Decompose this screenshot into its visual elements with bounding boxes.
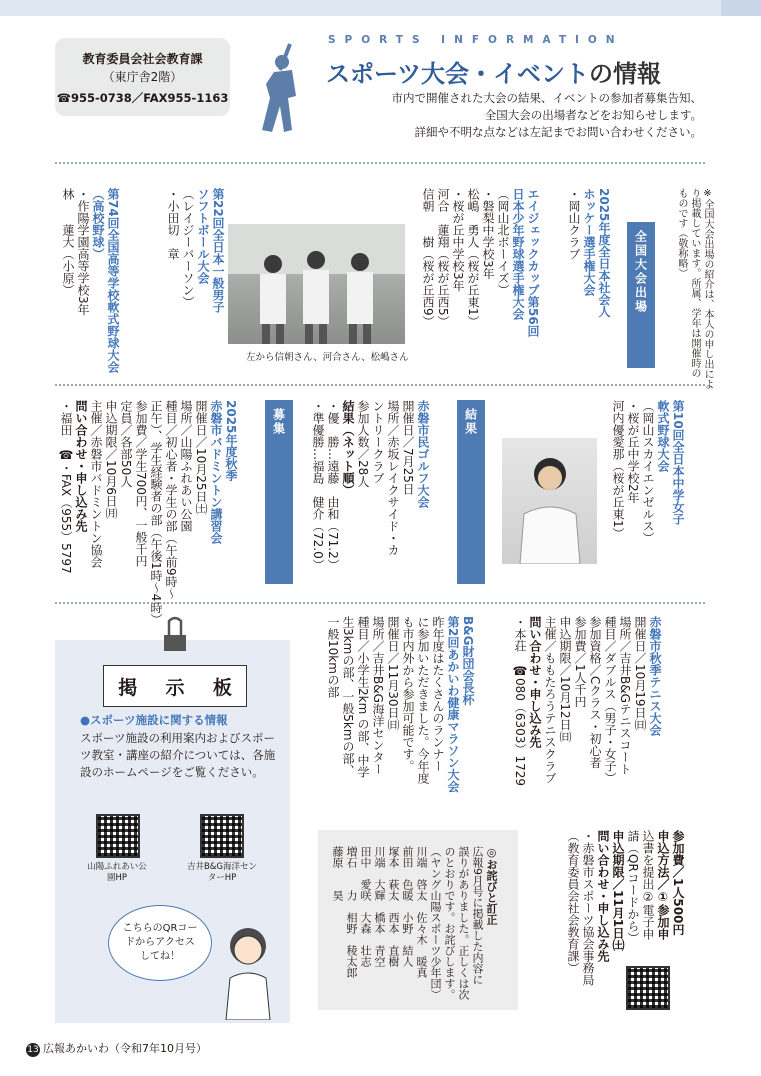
- badminton-line: 参加費／学生700円、一般千円: [134, 400, 148, 567]
- highschool-title: 第74回全国高等学校軟式野球大会: [106, 188, 120, 373]
- tennis-line: 場所／吉井B&Gテニスコート: [618, 616, 632, 775]
- hockey-team: ・岡山クラブ: [567, 188, 581, 260]
- lead-line: 詳細や不明な点などは左記までお問い合わせください。: [414, 125, 702, 139]
- correction-line: 広報9月号に掲載した内容に: [471, 846, 484, 985]
- marathon-event: [325, 616, 475, 806]
- national-highschool: [60, 188, 120, 373]
- lead-text: [330, 90, 702, 141]
- badminton-line: 申込期限／10月6日㈪: [104, 400, 118, 519]
- speech-bubble: [108, 905, 212, 981]
- publication-name: 広報あかいわ（令和7年10月号）: [43, 1042, 207, 1055]
- note-line: り掲載しています。所属、学年は開催時の: [689, 188, 700, 378]
- fee-line: （教育委員会社会教育課）: [566, 830, 580, 974]
- golf-title: 赤磐市民ゴルフ大会: [416, 400, 430, 508]
- badminton-title-2: 赤磐市バドミントン講習会: [209, 400, 223, 544]
- correction-line: 塚本 萩太 西本 直樹: [387, 846, 400, 967]
- badminton-recruit: [58, 400, 238, 626]
- bg-center-qr-code[interactable]: [200, 814, 244, 858]
- fee-line: 込書を提出②電子申: [641, 830, 655, 940]
- correction-line: 田中 愛咲 大森 壮志: [359, 846, 372, 967]
- sanyo-park-qr-code[interactable]: [96, 814, 140, 858]
- bubble-text: こちらのQRコードからアクセスしてね！: [122, 923, 198, 962]
- baseball-player-icon: [252, 40, 312, 136]
- national-softball: [165, 188, 225, 368]
- badminton-line: 場所／山陽ふれあい公園: [179, 400, 193, 532]
- highschool-title-2: （高校野球）: [91, 188, 105, 260]
- national-label: 全国大会出場: [627, 222, 655, 368]
- tennis-line: 種目／ダブルス（男子・女子）: [603, 616, 617, 784]
- player-name: 松嶋 勇人（桜が丘東1）: [466, 188, 480, 328]
- fee-line: 問い合わせ・申し込み先: [596, 830, 610, 962]
- top-band-accent: [721, 0, 761, 16]
- golf-line: ・準優勝…福島 健介（72.0）: [311, 400, 325, 571]
- fee-line: 申込期限／11月1日㈯: [611, 830, 625, 952]
- tennis-line: 参加費／1人千円: [573, 616, 587, 708]
- board-title-char: 掲: [118, 676, 138, 699]
- board-title-char: 示: [165, 676, 185, 699]
- section-subtitle: SPORTS INFORMATION: [328, 34, 624, 46]
- highschool-player: 林 蓮大（小原）: [61, 188, 75, 296]
- girls-baseball: [610, 400, 685, 580]
- girls-player: 河内優愛那（桜が丘東1）: [611, 400, 625, 540]
- marathon-line: に参加いただきました。今年度: [416, 616, 430, 784]
- tennis-line: 開催日／10月19日㈰: [633, 616, 647, 731]
- tennis-line: ・本荘 ☎080（6303）1729: [513, 616, 527, 786]
- recruit-label: 募集: [265, 400, 293, 584]
- contact-building: （東庁舎2階）: [102, 70, 183, 84]
- player-name: 河合 蓮翔（桜が丘西5）: [436, 188, 450, 328]
- correction-text: [330, 846, 498, 1006]
- golf-line: 場所／赤坂レイクサイド・カ: [386, 400, 400, 556]
- lead-line: 市内で開催された大会の結果、イベントの参加者募集告知、: [391, 91, 702, 105]
- girls-team: （岡山スカイエンゼルス）: [641, 400, 655, 544]
- baseball-title-2: 日本少年野球選手権大会: [511, 188, 525, 320]
- badminton-line: ・福田 ☎・FAX（955）5797: [59, 400, 73, 574]
- baseball-team: （岡山北ボーイズ）: [496, 188, 510, 296]
- badminton-line: 正午）、学生経験者の部（午後1時～4時）: [149, 400, 163, 626]
- note-line: ※全国大会出場の紹介は、本人の申し出によ: [702, 188, 713, 389]
- page-title-suffix: の情報: [589, 60, 662, 88]
- contact-box: [55, 38, 230, 116]
- note-line: ものです（敬称略）: [676, 188, 687, 278]
- player-name: 信朝 樹（桜が丘西9）: [421, 188, 435, 328]
- badminton-line: 定員／各部50人: [119, 400, 133, 488]
- page-title: [326, 54, 661, 89]
- baseball-title: エイジェックカップ第56回: [526, 188, 540, 337]
- top-band: [0, 0, 761, 16]
- tennis-line: 問い合わせ・申し込み先: [528, 616, 542, 748]
- highschool-school: ・作陽学園高等学校3年: [76, 188, 90, 316]
- marathon-line: 開催日／11月30日㈰: [386, 616, 400, 731]
- girls-school: ・桜が丘中学校2年: [626, 400, 640, 504]
- correction-line: （ヤング山陽スポーツ少年団）: [429, 846, 442, 1000]
- girl-player-photo: [502, 438, 597, 564]
- badminton-line: 種目／初心者・学生の部（午前9時～: [164, 400, 178, 600]
- correction-line: 藤原 昊: [331, 846, 344, 901]
- golf-line: 開催日／7月25日: [401, 400, 415, 495]
- national-baseball: [420, 188, 540, 368]
- national-note: [675, 188, 714, 389]
- girls-title: 第10回全日本中学女子: [671, 400, 685, 525]
- golf-line: 結果（ネット順）: [341, 400, 355, 496]
- badminton-line: 主催／赤磐市バドミントン協会: [89, 400, 103, 568]
- board-body: スポーツ施設の利用案内およびスポーツ教室・講座の紹介については、各施設のホームページをご覧ください。: [80, 731, 276, 779]
- golf-line: 参加人数／28人: [356, 400, 370, 488]
- badminton-line: 開催日／10月25日㈯: [194, 400, 208, 515]
- correction-line: 前田 色暖 小野 結人: [401, 846, 414, 967]
- divider: [55, 384, 705, 386]
- golf-line: ・優 勝…遠藤 由和（71.2）: [326, 400, 340, 571]
- woman-illustration-icon: [216, 920, 280, 1020]
- marathon-line: 場所／吉井B&G海洋センター: [371, 616, 385, 775]
- player-school: ・桜が丘中学校3年: [451, 188, 465, 292]
- girl-photo-illustration: [502, 438, 597, 564]
- girls-title-2: 軟式野球大会: [656, 400, 670, 472]
- badminton-line: 問い合わせ・申し込み先: [74, 400, 88, 532]
- fee-line: ・赤磐市スポーツ協会事務局: [581, 830, 595, 986]
- qr-caption: 吉井B&G海洋センターHP: [186, 862, 258, 883]
- golf-line: ントリークラブ: [371, 400, 385, 484]
- fee-line: 申込方法／①参加申: [656, 830, 670, 940]
- photo-caption: 左から信朝さん、河合さん、松嶋さん: [246, 352, 409, 363]
- golf-result: [310, 400, 430, 584]
- contact-phone: ☎955-0738／FAX955-1163: [56, 91, 229, 105]
- marathon-title-2: 第2回あかいわ健康マラソン大会: [446, 616, 460, 793]
- page-title-main: スポーツ大会・イベント: [326, 60, 590, 88]
- correction-title: ◎お詫びと訂正: [485, 846, 498, 925]
- marathon-title: B&G財団会長杯: [461, 616, 475, 706]
- marathon-line: も市内外から参加可能です。: [401, 616, 415, 772]
- lead-line: 全国大会の出場者などをお知らせします。: [484, 108, 702, 122]
- softball-team: （レイジーパーソン）: [181, 188, 195, 308]
- page-number: 13: [27, 1045, 39, 1055]
- hockey-title-2: ホッケー選手権大会: [582, 188, 596, 296]
- tennis-line: 参加資格／Cクラス・初心者: [588, 616, 602, 769]
- softball-player: ・小田切 章: [166, 188, 180, 260]
- marathon-line: 昨年度はたくさんのランナー: [431, 616, 445, 772]
- hockey-title: 2025年度全日本社会人: [597, 188, 611, 318]
- paper-clip-icon: [160, 615, 190, 655]
- fee-line: 参加費／1人500円: [671, 830, 685, 936]
- tennis-line: 主催／ももたろうテニスクラブ: [543, 616, 557, 784]
- player-school: ・磐梨中学校3年: [481, 188, 495, 280]
- board-heading: ●スポーツ施設に関する情報: [80, 713, 228, 727]
- contact-dept: 教育委員会社会教育課: [82, 52, 203, 66]
- players-photo-illustration: [228, 224, 405, 344]
- marathon-line: 種目／小学生2km の部、中学: [356, 616, 370, 779]
- board-title: [103, 665, 247, 707]
- tennis-title: 赤磐市秋季テニス大会: [648, 616, 662, 736]
- qr-caption: 山陽ふれあい公園HP: [87, 862, 147, 883]
- correction-line: 川端 大輝 橋本 青空: [373, 846, 386, 967]
- divider: [55, 602, 705, 604]
- correction-line: のとおりです。お詫びします。: [443, 846, 456, 1000]
- tennis-event: [512, 616, 662, 806]
- divider: [55, 162, 705, 164]
- baseball-team-photo: [228, 224, 405, 344]
- badminton-title: 2025年度秋季: [224, 400, 238, 482]
- board-title-char: 板: [212, 676, 232, 699]
- result-label: 結果: [457, 400, 485, 584]
- marathon-line: 一般10kmの部: [326, 616, 340, 698]
- correction-line: 誤りがありました。正しくは次: [457, 846, 470, 1000]
- tennis-line: 申込期限／10月12日㈰: [558, 616, 572, 743]
- correction-line: 増石 力 相野 稜太郎: [345, 846, 358, 978]
- page-footer: [26, 1040, 207, 1057]
- softball-title: 第22回全日本一般男子: [211, 188, 225, 313]
- national-hockey: [566, 188, 611, 368]
- correction-line: 川端 啓太 佐々木 暖真: [415, 846, 428, 978]
- marathon-line: 生3kmの部、一般5kmの部、: [341, 616, 355, 777]
- softball-title-2: ソフトボール大会: [196, 188, 210, 284]
- fee-line: 請（QRコードから）: [626, 830, 640, 944]
- marathon-qr-code[interactable]: [626, 966, 670, 1010]
